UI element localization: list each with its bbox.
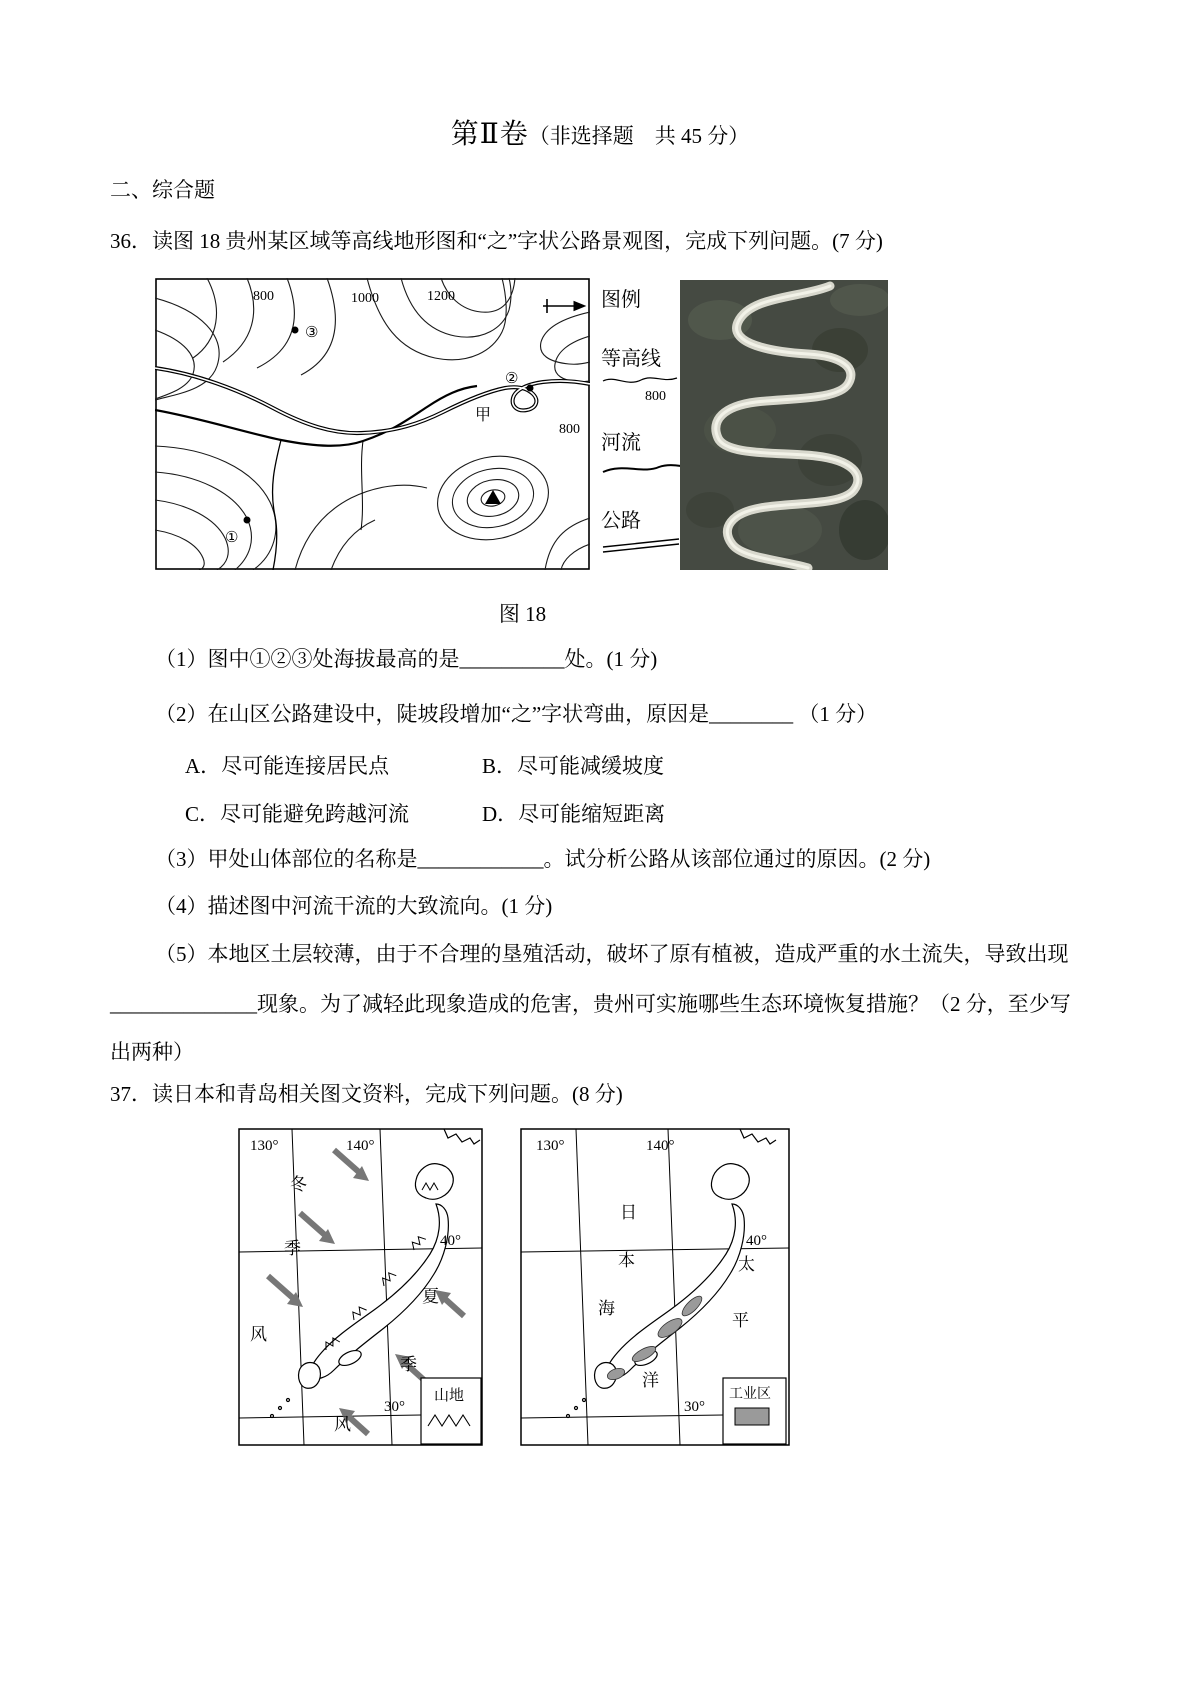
svg-text:太: 太	[738, 1255, 755, 1274]
q36-part-2: （2）在山区公路建设中，陡坡段增加“之”字状弯曲，原因是________ （1 分）	[155, 702, 878, 726]
q36-stem: 36．读图 18 贵州某区域等高线地形图和“之”字状公路景观图，完成下列问题。(7 分)	[110, 229, 883, 253]
option-b: B．尽可能减缓坡度	[482, 754, 665, 778]
legend-road-label: 公路	[601, 510, 641, 532]
svg-text:平: 平	[732, 1311, 749, 1330]
option-a: A．尽可能连接居民点	[185, 754, 390, 778]
svg-text:夏: 夏	[422, 1287, 439, 1306]
q36-part-4: （4）描述图中河流干流的大致流向。(1 分)	[155, 894, 553, 918]
q36-part-3: （3）甲处山体部位的名称是____________。试分析公路从该部位通过的原因。(2 分)	[155, 847, 931, 871]
q36-part-5-line3: 出两种）	[110, 1040, 194, 1064]
volume-title: 第Ⅱ卷	[450, 119, 529, 150]
legend-mountain	[421, 1378, 481, 1444]
japan-monsoon-map	[238, 1128, 483, 1446]
left-lat-30-label: 30°	[384, 1399, 405, 1415]
point-1-label: ①	[225, 530, 239, 546]
right-lat-40-label: 40°	[746, 1233, 767, 1249]
contour-map	[155, 278, 590, 570]
q36-part-5-line1: （5）本地区土层较薄，由于不合理的垦殖活动，破坏了原有植被，造成严重的水土流失，导致出现	[155, 942, 1069, 966]
option-c: C．尽可能避免跨越河流	[185, 802, 410, 826]
point-2-label: ②	[505, 371, 519, 387]
road-photo	[680, 280, 888, 570]
point-3-label: ③	[305, 325, 319, 341]
point-2-dot	[527, 385, 534, 392]
svg-text:季: 季	[400, 1355, 417, 1374]
contour-value-800b: 800	[559, 422, 580, 437]
legend-contour-value: 800	[645, 389, 666, 404]
figure-caption: 图 18	[498, 602, 547, 626]
q36-part-5-line2: ______________现象。为了减轻此现象造成的危害，贵州可实施哪些生态环境恢复措施？（2 分，至少写	[110, 992, 1071, 1016]
point-1-dot	[244, 517, 251, 524]
right-lat-30-label: 30°	[684, 1399, 705, 1415]
legend-contour-symbol	[601, 371, 685, 405]
q36-part-1: （1）图中①②③处海拔最高的是__________处。(1 分)	[155, 647, 658, 671]
right-lon-130-label: 130°	[536, 1138, 565, 1154]
svg-text:风: 风	[250, 1325, 267, 1344]
q36-options-row-2	[185, 800, 665, 829]
svg-text:海: 海	[598, 1299, 615, 1318]
page-title	[0, 112, 1200, 152]
left-lat-40-label: 40°	[440, 1233, 461, 1249]
legend-title: 图例	[601, 289, 641, 311]
contour-value-1200: 1200	[427, 289, 455, 304]
svg-text:本: 本	[618, 1251, 635, 1270]
q36-options-row-1	[185, 752, 664, 781]
legend-industry-label: 工业区	[729, 1387, 771, 1402]
japan-industry-map	[520, 1128, 790, 1446]
svg-text:冬: 冬	[290, 1175, 307, 1194]
legend-river-symbol	[601, 455, 685, 481]
map-legend	[601, 283, 691, 562]
legend-contour-label: 等高线	[601, 348, 661, 370]
jia-label: 甲	[475, 407, 492, 424]
option-d: D．尽可能缩短距离	[482, 802, 666, 826]
right-lon-140-label: 140°	[646, 1138, 675, 1154]
contour-value-1000: 1000	[351, 291, 379, 306]
svg-text:风: 风	[334, 1415, 351, 1434]
legend-river-label: 河流	[601, 432, 641, 454]
left-lon-140-label: 140°	[346, 1138, 375, 1154]
legend-mountain-label: 山地	[434, 1388, 465, 1404]
svg-text:季: 季	[284, 1239, 301, 1258]
contour-value-800: 800	[253, 289, 274, 304]
legend-road-symbol	[601, 533, 685, 557]
volume-subtitle: （非选择题 共 45 分）	[528, 124, 750, 148]
svg-text:洋: 洋	[642, 1371, 659, 1390]
svg-text:日: 日	[620, 1203, 637, 1222]
legend-industry	[723, 1378, 786, 1444]
q37-stem: 37．读日本和青岛相关图文资料，完成下列问题。(8 分)	[110, 1082, 623, 1106]
section-heading: 二、综合题	[110, 178, 215, 202]
left-lon-130-label: 130°	[250, 1138, 279, 1154]
point-3-dot	[292, 327, 299, 334]
